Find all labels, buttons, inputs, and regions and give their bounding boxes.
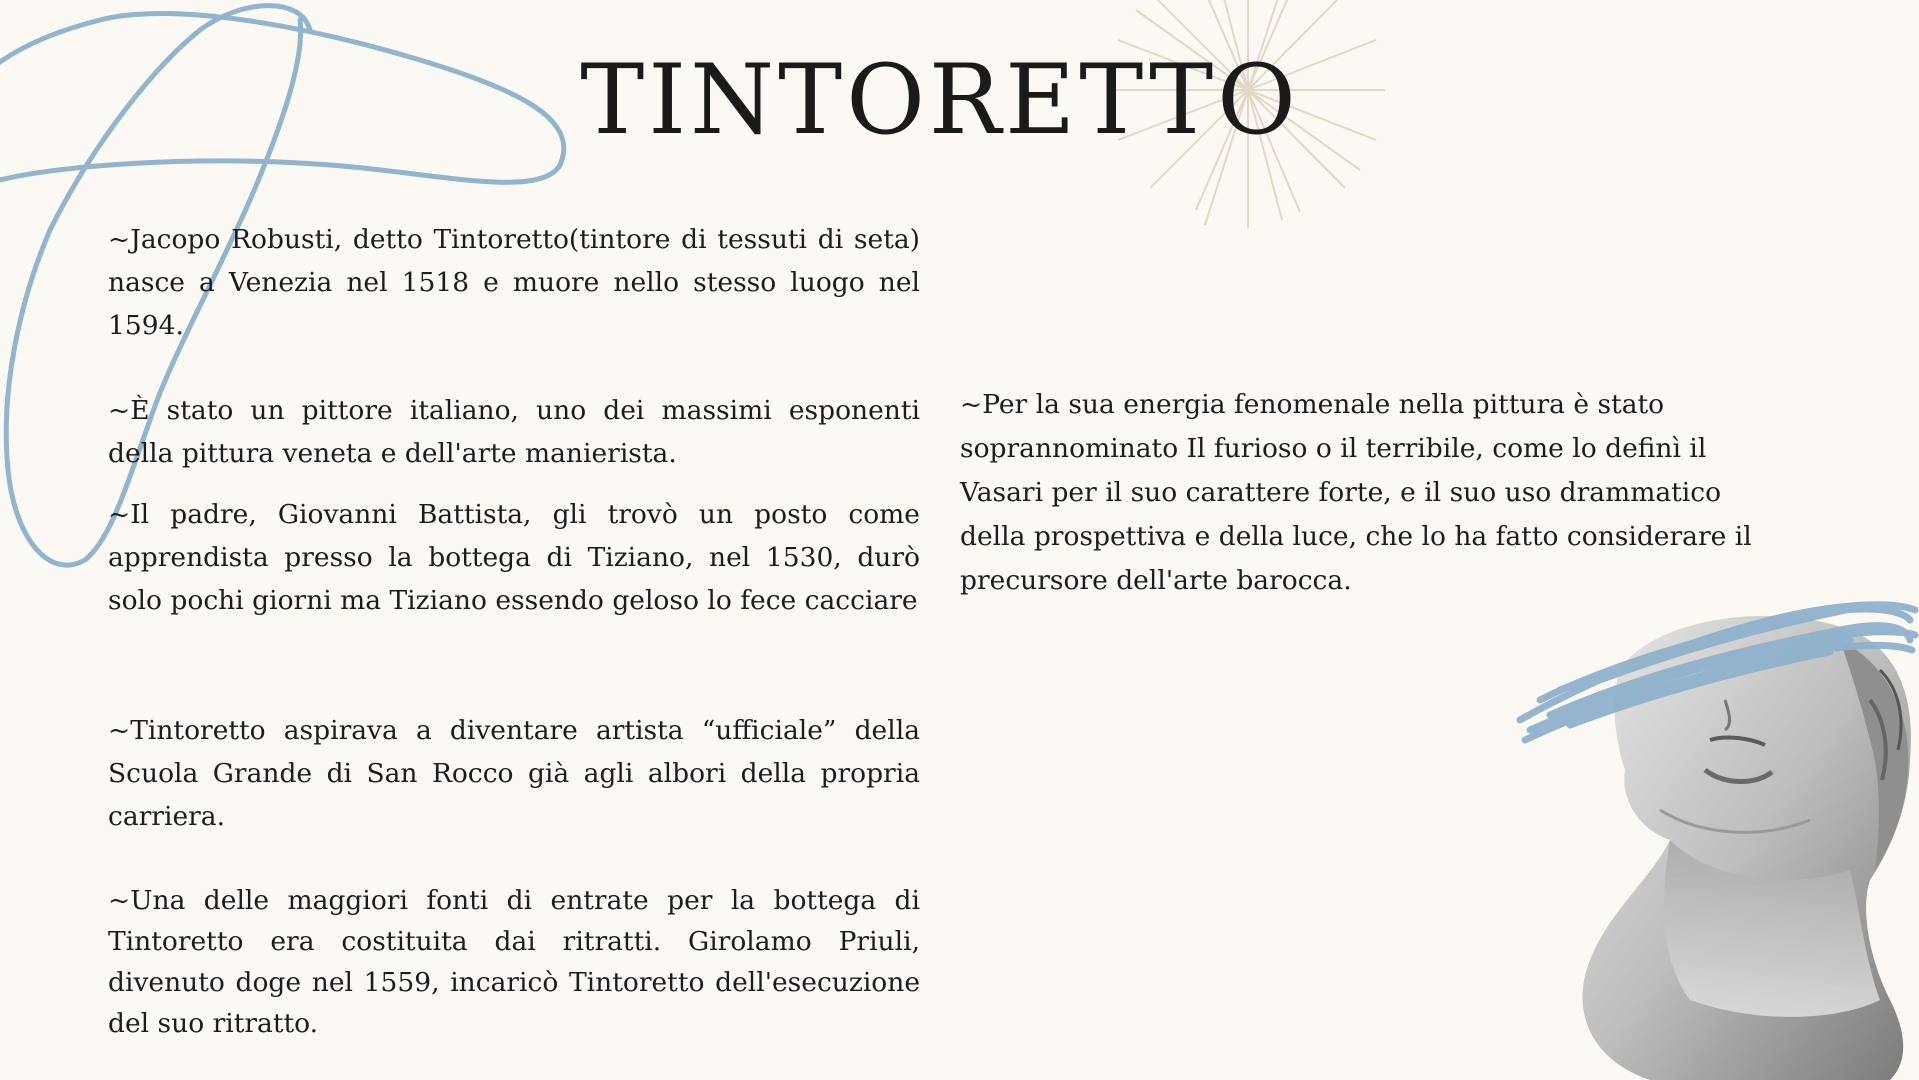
right-column [960, 383, 1780, 603]
paragraph-portraits: ~Una delle maggiori fonti di entrate per la bottega di Tintoretto era costituita dai ritratti. Girolamo Priuli, divenuto doge nel 1559, incaricò Tintoretto dell'esecuzione del suo ritratto. [108, 885, 920, 1039]
bust-image [1510, 580, 1919, 1080]
paragraph-father: ~Il padre, Giovanni Battista, gli trovò un posto come apprendista presso la bottega di Tiziano, nel 1530, durò solo pochi giorni ma Tiziano essendo geloso lo fece cacciare [108, 499, 920, 616]
page-title: TINTORETTO [580, 44, 1300, 156]
paragraph-scuola: ~Tintoretto aspirava a diventare artista “ufficiale” della Scuola Grande di San Rocco già agli albori della propria carriera. [108, 715, 920, 832]
paragraph-furioso: ~Per la sua energia fenomenale nella pittura è stato soprannominato Il furioso o il terribile, come lo definì il Vasari per il suo carattere forte, e il suo uso drammatico della prospettiva e della luce, che lo ha fatto considerare il precursore dell'arte barocca. [960, 389, 1752, 596]
paragraph-biography: ~Jacopo Robusti, detto Tintoretto(tintore di tessuti di seta) nasce a Venezia nel 1518 e muore nello stesso luogo nel 1594. [108, 224, 920, 341]
paragraph-painter: ~È stato un pittore italiano, uno dei massimi esponenti della pittura veneta e dell'arte manierista. [108, 395, 920, 469]
